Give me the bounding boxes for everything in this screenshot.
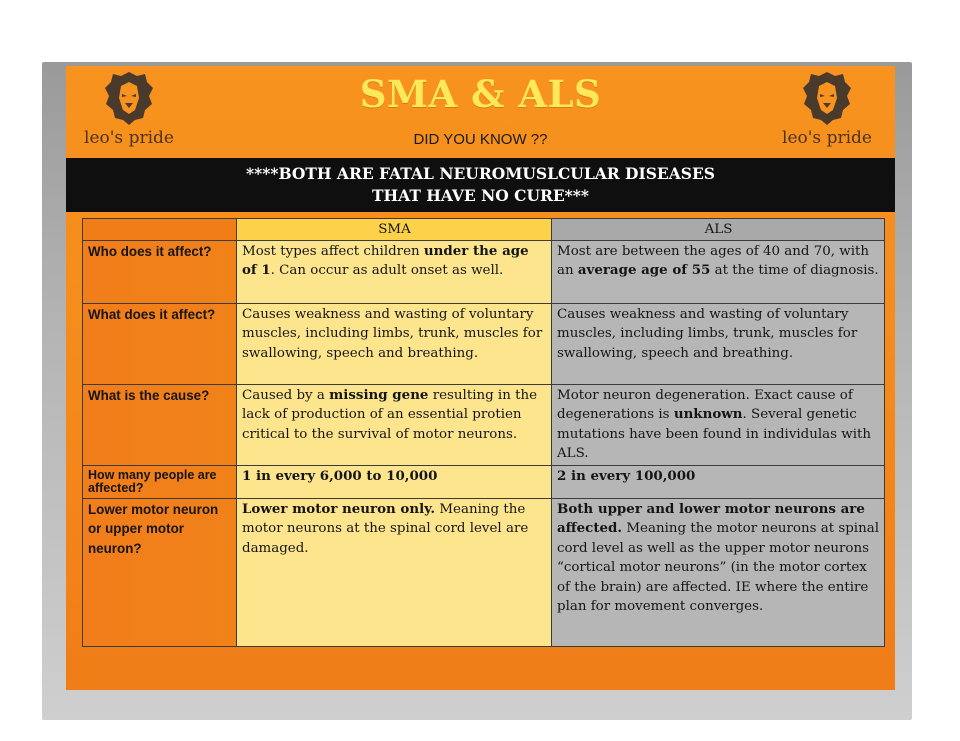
sma-cell [237,240,552,303]
table-row [83,384,885,465]
als-cell [552,498,885,646]
bold-text: missing gene [329,386,429,403]
row-label: Who does it affect? [83,240,237,303]
row-label: Lower motor neuron or upper motor neuron? [83,498,237,646]
table-row [83,240,885,303]
cell-text: Caused by a [242,387,330,403]
sma-cell [237,384,552,465]
banner-line: THAT HAVE NO CURE*** [372,186,589,205]
warning-banner [66,158,895,212]
sma-cell [237,498,552,646]
als-cell [552,303,885,384]
subtitle: DID YOU KNOW ?? [413,131,548,148]
bold-text: 2 in every 100,000 [557,467,696,484]
table-row [83,465,885,498]
table-row [83,303,885,384]
cell-text: Most types affect children [242,243,424,259]
cell-text: Causes weakness and wasting of voluntary muscles, including limbs, trunk, muscles for swallowing, speech and breathing. [242,306,543,361]
bold-text: under the age of 1 [242,242,529,278]
sma-cell [237,303,552,384]
logo-text: leo's pride [84,128,174,148]
als-cell [552,240,885,303]
cell-text: Most are between the ages of 40 and 70, with an [557,243,870,278]
bold-text: unknown [673,406,743,422]
cell-text: Motor neuron degeneration. Exact cause of degenerations is [557,387,853,422]
cell-text: Causes weakness and wasting of voluntary muscles, including limbs, trunk, muscles for swallowing, speech and breathing. [557,306,858,361]
als-cell [552,384,885,465]
bold-text: Lower motor neuron only. [242,500,436,517]
banner-line: ****BOTH ARE FATAL NEUROMUSLCULAR DISEASES [246,164,715,183]
column-header-als: ALS [552,219,885,241]
page-title: SMA & ALS [359,72,602,116]
cell-text: Meaning the motor neurons at spinal cord level as well as the upper motor neurons “cortical motor neurons” (in the motor cortex of the brain) are affected. IE where the entire plan for movement converges. [557,521,879,614]
infographic-card [66,66,895,690]
row-label: What does it affect? [83,303,237,384]
als-cell [552,465,885,498]
header-row [83,219,885,241]
sma-cell [237,465,552,498]
logo-text: leo's pride [782,128,872,148]
cell-text: resulting in the lack of production of an essential protien critical to the survival of motor neurons. [242,387,538,442]
cell-text: . Several genetic mutations have been found in individulas with ALS. [557,407,872,461]
cell-text: at the time of diagnosis. [710,263,879,278]
row-label: How many people are affected? [83,465,237,498]
bold-text: Both upper and lower motor neurons are affected. [557,500,865,536]
cell-text: Meaning the motor neurons at the spinal cord level are damaged. [242,501,529,556]
bold-text: average age of 55 [577,262,711,278]
bold-text: 1 in every 6,000 to 10,000 [242,467,438,484]
table-row [83,498,885,646]
corner-cell [83,219,237,241]
cell-text: . Can occur as adult onset as well. [270,263,504,278]
column-header-sma: SMA [237,219,552,241]
row-label: What is the cause? [83,384,237,465]
comparison-table [82,218,885,647]
